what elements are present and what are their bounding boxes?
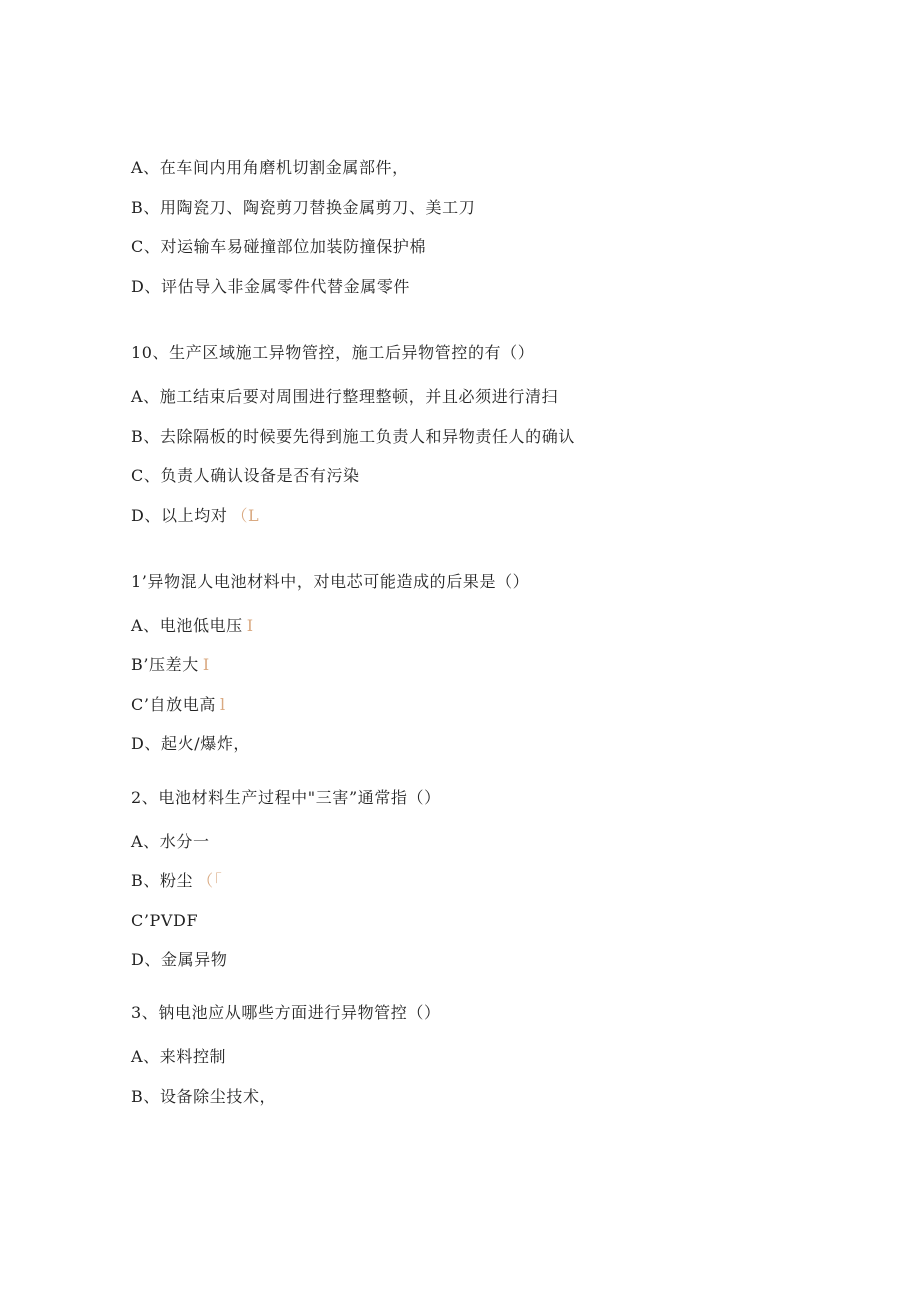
option-a: A、水分一 xyxy=(131,832,210,851)
option-b: B、去除隔板的时候要先得到施工负责人和异物责任人的确认 xyxy=(131,427,575,446)
question-1: 1’异物混人电池材料中，对电芯可能造成的后果是（） xyxy=(131,572,530,591)
option-c: C、负责人确认设备是否有污染 xyxy=(131,466,360,485)
option-c: C’PVDF xyxy=(131,911,199,930)
option-d: D、金属异物 xyxy=(131,950,228,969)
option-b: B、设备除尘技术， xyxy=(131,1087,277,1106)
answer-mark: I xyxy=(202,655,210,674)
option-d: D、评估导入非金属零件代替金属零件 xyxy=(131,277,411,296)
option-b: B、用陶瓷刀、陶瓷剪刀替换金属剪刀、美工刀 xyxy=(131,198,476,217)
option-a: A、电池低电压 I xyxy=(131,616,254,635)
option-b: B、粉尘 （「 xyxy=(131,871,223,890)
answer-mark: （「 xyxy=(197,871,223,890)
option-a: A、施工结束后要对周围进行整理整顿，并且必须进行清扫 xyxy=(131,387,559,406)
answer-mark: I xyxy=(246,616,254,635)
question-3: 3、钠电池应从哪些方面进行异物管控（） xyxy=(131,1003,441,1022)
option-c: C、对运输车易碰撞部位加装防撞保护棉 xyxy=(131,237,427,256)
option-a: A、在车间内用角磨机切割金属部件， xyxy=(131,158,409,177)
option-d: D、起火/爆炸， xyxy=(131,734,251,753)
question-2: 2、电池材料生产过程中"三害”通常指（） xyxy=(131,788,441,807)
answer-mark: （L xyxy=(231,506,260,525)
option-d: D、以上均对 （L xyxy=(131,506,260,525)
answer-mark: l xyxy=(219,695,226,714)
option-b: B’压差大 I xyxy=(131,655,210,674)
question-10: 10、生产区域施工异物管控，施工后异物管控的有（） xyxy=(131,343,535,362)
option-a: A、来料控制 xyxy=(131,1047,227,1066)
option-c: C’自放电高 l xyxy=(131,695,226,714)
